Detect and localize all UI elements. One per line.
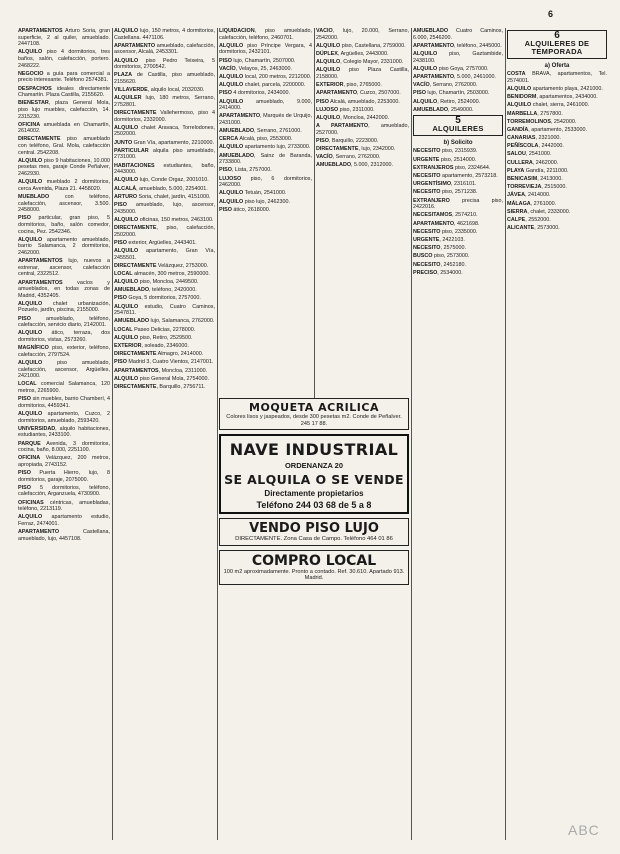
classified-ad: PISO, Lista, 2757000.: [219, 167, 272, 174]
classified-ad: DIRECTAMENTE, Barquillo, 2756711.: [114, 383, 206, 390]
classified-ad: DIRECTAMENTE Almagro, 2414000.: [114, 351, 204, 358]
column-rule: [411, 28, 412, 840]
ad-vendo-piso: [219, 518, 409, 546]
ad-title: VENDO PISO LUJO: [249, 521, 379, 536]
classified-ad: ALQUILO ático, terraza, dos dormitorios, vistas, 2573260.: [18, 330, 110, 344]
classified-ad: HABITACIONES estudiantes, baño, 2443000.: [114, 162, 215, 176]
classified-ad: ALQUILO apartamento lujo, 2733000.: [219, 144, 311, 151]
classified-ad: ALQUILO piso lujo, 2462300.: [219, 198, 291, 205]
classified-ad: BIENESTAR, plaza General Mola, piso lujo muebles, calefacción, 14. 2315230.: [18, 100, 110, 120]
classified-ad: NECESITO apartamento, 2573218.: [413, 173, 498, 180]
classified-ad: DIRECTAMENTE, lujo, 2342000.: [316, 146, 396, 153]
classified-ad: NECESITO piso, 2315939.: [413, 148, 478, 155]
classified-ad: NECESITAMOS, 2574210.: [413, 212, 478, 219]
classified-ad: ALQUILO piso amueblado, calefacción, ascensor, Argüelles, 2421000.: [18, 360, 110, 380]
classified-ad: PISO sin muebles, barrio Chamberí, 4 dormitorios, 4459341.: [18, 396, 110, 409]
classified-ad: PISO lujo, Chamartín, 2507000.: [219, 57, 296, 64]
classified-ad: ARTURO Soria, chalet, jardín, 4151000.: [114, 193, 211, 200]
ad-text: Colores lisos y jaspeados, desde 300 pesetas m2. Conde de Peñalver. 245 17 88.: [226, 414, 402, 427]
classified-ad: APARTAMENTOS vacíos y amueblados, en todas zonas de Madrid, 4352405.: [18, 279, 110, 299]
classified-ad: ALQUILO piso, Retiro, 2529500.: [114, 334, 193, 341]
classified-ad: APARTAMENTO, 4621698.: [413, 220, 480, 227]
classified-ad: ALQUILO piso Plaza Castilla, 2158000.: [316, 67, 409, 80]
section-number: 6: [554, 30, 560, 41]
classified-ad: NEGOCIO a guía para comercial a precio interesante. Teléfono 2574381.: [18, 70, 110, 84]
classified-ad: ALQUILO apartamento, Gran Vía, 2455501.: [114, 247, 215, 261]
classified-ad: PISO lujo, Chamartín, 2503000.: [413, 90, 490, 97]
section-number: 5: [455, 115, 461, 127]
classified-ad: BENIDORM, apartamentos, 2434000.: [507, 94, 598, 101]
classified-ad: ALQUILO piso Príncipe Vergara, 4 dormitorios, 2432101.: [219, 42, 312, 56]
page-number: 6: [548, 9, 554, 19]
classified-ad: PISO 5 dormitorios, teléfono, calefacción, Arganzuela, 4730900.: [18, 484, 110, 498]
classified-ad: ALQUILO piso, Gaztambide, 2438100.: [413, 50, 503, 64]
watermark: ABC: [568, 822, 600, 838]
classified-ad: DIRECTAMENTE, piso, calefacción, 2502000.: [114, 224, 215, 238]
classified-ad: LIQUIDACIÓN, piso amueblado, calefacción, teléfono, 2460701.: [219, 28, 312, 41]
column-rule: [505, 28, 506, 840]
classified-ad: ALICANTE, 2573000.: [507, 225, 560, 232]
classified-ad: LOCAL almacén, 300 metros, 2590000.: [114, 270, 210, 277]
classified-ad: NECESITO piso, 2571238.: [413, 189, 478, 196]
classified-ad: ALQUILER lujo, 180 metros, Serrano, 2752801.: [114, 95, 215, 108]
classified-ad: ALCALÁ, amueblado, 5.000, 2254001.: [114, 185, 208, 192]
classified-ad: ALQUILO chalet urbanización, Pozuelo, jardín, piscina, 2155000.: [18, 300, 110, 314]
classified-ad: PISO amueblado, teléfono, calefacción, servicio diario, 2142001.: [18, 315, 110, 329]
classified-ad: PISO 4 dormitorios, 2434000.: [219, 90, 291, 97]
classified-ad: AMUEBLADO lujo, Salamanca, 2762000.: [114, 318, 215, 325]
classified-ad: ALQUILO piso General Mola, 2754000.: [114, 375, 209, 382]
classified-ad: PLAYA Gandía, 2211000.: [507, 167, 569, 174]
classified-ad: ALQUILO estudio, Cuatro Caminos, 2547811.: [114, 303, 215, 317]
ad-text: DIRECTAMENTE. Zona Casa de Campo. Teléfono 464 01 86: [235, 536, 393, 542]
classified-ad: VACÍO, Velayos, 25, 2463000.: [219, 65, 293, 72]
ad-note: Directamente propietarios: [264, 489, 364, 498]
column-rule: [112, 28, 113, 840]
classified-ad: CANARIAS, 2321000.: [507, 135, 561, 142]
classified-ad: ALQUILO lujo, 150 metros, 4 dormitorios, Castellana. 4471106.: [114, 28, 215, 41]
ad-subtitle: ORDENANZA 20: [284, 461, 344, 470]
classified-ad: ALQUILO chalet Aravaca, Torrelodones, 2502000.: [114, 124, 215, 138]
classified-ad: AMUEBLADO Cuatro Caminos, 6.000, 2546200.: [413, 28, 503, 41]
classified-ad: PISO amueblado, lujo, ascensor, 2435000.: [114, 201, 215, 215]
classified-column-5: [413, 28, 503, 840]
classified-ad: LUJOSO piso, 6 dormitorios, 2462000.: [219, 175, 312, 189]
classified-ad: TORREMOLINOS, 2542000.: [507, 118, 577, 125]
classified-ad: PISO particular, gran piso, 5 dormitorios, baño, salón comedor, cocina, Pez. 2542346.: [18, 215, 110, 235]
classified-ad: EXTERIOR, piso, 2765000.: [316, 82, 382, 89]
classified-ad: OFICINA Velázquez, 200 metros, apropiada, 2743152.: [18, 455, 110, 468]
ad-text: 100 m2 aproximadamente. Pronto a contado. Ref. 30.610. Apartado 913. Madrid.: [223, 568, 405, 581]
classified-ad: VACÍO, Serrano, 2762000.: [316, 154, 381, 161]
classified-ad: PISO Alcalá, amueblado, 2253000.: [316, 98, 400, 105]
classified-column-4: [316, 28, 409, 398]
classified-ad: PISO exterior, Argüelles, 2443401.: [114, 239, 197, 246]
classified-ad: CULLERA, 2462000.: [507, 159, 559, 166]
classified-ad: ALQUILO apartamento playa, 2421000.: [507, 85, 603, 92]
classified-ad: A PARTAMENTO, amueblado, 2527000.: [316, 123, 409, 136]
classified-ad: PRECISO, 2534000.: [413, 269, 463, 276]
classified-ad: COSTA BRAVA, apartamentos, Tel. 2574001.: [507, 71, 607, 84]
classified-ad: MARBELLA, 2757800.: [507, 110, 563, 117]
classified-ad: ALQUILO piso 9 habitaciones, 10.000 pesetas mes, garaje Conde Peñalver, 2462930.: [18, 157, 110, 178]
classified-ad: JUNTO Gran Vía, apartamento, 2210000.: [114, 139, 214, 146]
classified-ad: VILLAVERDE, alquilo local, 2032030.: [114, 87, 205, 94]
classified-ad: AMUEBLADO, Serrano, 2761000.: [219, 128, 302, 135]
classified-ad: URGENTE piso, 2514000.: [413, 156, 477, 163]
classified-ad: EXTRANJERO precisa piso, 2422016.: [413, 197, 503, 211]
classified-column-1: [18, 28, 110, 840]
classified-ad: SALOU, 2541000.: [507, 151, 552, 158]
classified-ad: APARTAMENTOS Arturo Soria, gran superficie, 2 al quiler, amueblado. 2447108.: [18, 28, 110, 48]
classified-ad: AMUEBLADO, teléfono, 2420000.: [114, 287, 197, 294]
classified-ad: AMUEBLADO, 5.000, 2312000.: [316, 162, 394, 169]
classified-ad: ALQUILO local, 200 metros, 2212000.: [219, 73, 312, 80]
classified-ad: ALQUILO piso Pedro Teixeira, 5 dormitorios, 2700542.: [114, 57, 215, 71]
classified-ad: ALQUILO Tetuán, 2541000.: [219, 190, 287, 197]
section-title: ALQUILERES DE TEMPORADA: [524, 38, 590, 56]
classified-ad: LUJOSO piso, 2311000.: [316, 106, 375, 113]
ad-headline: SE ALQUILA O SE VENDE: [224, 472, 404, 487]
classified-column-6: [507, 28, 607, 840]
classified-ad: PISO Madrid 3, Cuatro Vientos, 2147001.: [114, 359, 214, 366]
classified-ad: MÁLAGA, 2761000.: [507, 200, 557, 207]
classified-ad: UNIVERSIDAD, alquilo habitaciones, estudiantes, 2433100.: [18, 425, 110, 439]
classified-ad: ALQUILO apartamento amueblado, barrio Salamanca, 2 dormitorios, 2462000.: [18, 236, 110, 256]
classified-ad: BENICASIM, 2413000.: [507, 176, 563, 183]
classified-ad: APARTAMENTO, teléfono, 2445000.: [413, 42, 502, 49]
classified-ad: NECESITO, 2452180.: [413, 261, 466, 268]
classified-ad: URGENTE, 2422103.: [413, 236, 465, 243]
section-title: ALQUILERES: [432, 123, 484, 133]
classified-ad: PISO Goya, 5 dormitorios, 2757000.: [114, 295, 201, 302]
section-subtitle: b) Solicito: [443, 139, 473, 146]
classified-ad: PARTICULAR alquila piso amueblado, 2731000.: [114, 147, 215, 161]
classified-ad: NECESITO piso, 2335000.: [413, 228, 478, 235]
ad-title: MOQUETA ACRILICA: [249, 401, 379, 414]
section-subtitle: a) Oferta: [544, 62, 570, 69]
column-rule: [217, 28, 218, 840]
classified-ad: MAGNÍFICO piso, exterior, teléfono, calefacción, 2797524.: [18, 345, 110, 358]
classified-ad: CALPE, 2552000.: [507, 216, 551, 223]
classified-ad: APARTAMENTO, Marqués de Urquijo, 2431000.: [219, 113, 312, 126]
classified-ad: PISO, Barquillo, 2223000.: [316, 137, 379, 144]
classified-ad: DIRECTAMENTE Velázquez, 2753000.: [114, 262, 209, 269]
classified-ad: OFICINA amueblada en Chamartín, 2614002.: [18, 121, 110, 135]
classified-column-3: [219, 28, 312, 398]
classified-ad: BUSCO piso, 2573000.: [413, 253, 470, 260]
classified-ad: DÚPLEX, Argüelles, 2443000.: [316, 50, 389, 57]
column-rule: [314, 28, 315, 398]
classified-ad: ALQUILO amueblado, 9.000, 2414000.: [219, 98, 312, 112]
classified-ad: ALQUILO oficinas, 150 metros, 2463100.: [114, 216, 214, 223]
ad-phone: Teléfono 244 03 68 de 5 a 8: [256, 500, 372, 510]
section-header-alquileres: [413, 115, 503, 136]
classified-ad: ALQUILO, Colegio Mayor, 2331000.: [316, 59, 404, 66]
ad-title: NAVE INDUSTRIAL: [229, 440, 399, 459]
classified-ad: APARTAMENTO Castellana, amueblado, lujo, 4457108.: [18, 529, 110, 542]
classified-ad: PLAZA de Castilla, piso amueblado, 2155620.: [114, 72, 215, 85]
classified-ad: ALQUILO piso Goya, 2757000.: [413, 65, 489, 72]
classified-ad: NECESITO, 2575000.: [413, 245, 466, 252]
classified-ad: TORREVIEJA, 2515000.: [507, 184, 567, 191]
classified-ad: DIRECTAMENTE piso amueblado con teléfono, Gral. Mola, calefacción central. 2542208.: [18, 136, 110, 156]
ad-nave-industrial: [219, 434, 409, 514]
classified-ad: APARTAMENTO, Cuzco, 2507000.: [316, 90, 401, 97]
classified-ad: ALQUILO, Moncloa, 2442000.: [316, 114, 390, 121]
classified-ad: AMUEBLADO, 2549000.: [413, 106, 474, 113]
classified-ad: ALQUILO apartamento, Cuzco, 2 dormitorios, amueblado, 2593420.: [18, 410, 110, 424]
classified-ad: ALQUILO piso, Castellana, 2759000.: [316, 42, 406, 49]
classified-ad: PISO ático, 2618000.: [219, 206, 271, 213]
classified-ad: ALQUILO chalet, parcela, 2200000.: [219, 82, 306, 89]
classified-ad: VACÍO, Serrano, 2762000.: [413, 82, 478, 89]
classified-ad: APARTAMENTO, 5.000, 2461000.: [413, 73, 496, 80]
ad-title: COMPRO LOCAL: [251, 552, 377, 569]
classified-ad: DIRECTAMENTE Vallehermoso, piso 4 dormitorios, 2332000.: [114, 110, 215, 123]
classified-ad: JÁVEA, 2414000.: [507, 192, 551, 199]
section-header-temporada: [507, 30, 607, 59]
classified-ad: PARQUE Avenida, 3 dormitorios, cocina, baño, 8.000, 2251100.: [18, 440, 110, 454]
classified-ad: APARTAMENTO amueblado, calefacción, ascensor, Alcalá, 2453301.: [114, 42, 215, 56]
classified-ad: SIERRA, chalet, 2333000.: [507, 208, 571, 215]
classified-ad: ALQUILO, Retiro, 2524000.: [413, 98, 481, 105]
classified-ad: ALQUILO chalet, sierra, 2461000.: [507, 102, 590, 109]
classified-ad: GANDÍA, apartamento, 2533000.: [507, 126, 588, 133]
classified-ad: EXTRANJEROS piso, 2324644.: [413, 164, 491, 171]
classified-column-2: [114, 28, 215, 840]
classified-ad: PISO Puerta Hierro, lujo, 8 dormitorios, garaje, 2075000.: [18, 470, 110, 483]
classified-ad: APARTAMENTOS lujo, nuevos a estrenar, ascensor, calefacción central, 2322512.: [18, 258, 110, 278]
classified-ad: PEÑÍSCOLA, 2442000.: [507, 143, 564, 150]
classified-ad: LOCAL Paseo Delicias, 2278000.: [114, 326, 196, 333]
classified-ad: ALQUILO lujo, Conde Orgaz, 2001010.: [114, 177, 209, 184]
classified-ad: MUEBLADO con teléfono, calefacción, ascensor, 3.500. 2458000.: [18, 194, 110, 214]
classified-ad: ALQUILO mueblado 2 dormitorios, cerca Avenida, Plaza 21. 4458020.: [18, 179, 110, 192]
classified-ad: ALQUILO apartamento estudio, Ferraz, 2474001.: [18, 514, 110, 527]
display-ads: [219, 398, 409, 589]
classified-ad: LOCAL comercial Salamanca, 120 metros, 2265900.: [18, 381, 110, 394]
classified-ad: ALQUILO piso, Moncloa, 2449500.: [114, 279, 199, 286]
classified-ad: EXTERIOR, soleado, 2346000.: [114, 342, 189, 349]
ad-compro-local: [219, 550, 409, 585]
classified-ad: VACÍO, lujo, 20.000, Serrano, 2542000.: [316, 28, 409, 41]
classified-ad: DESPACHOS ideales directamente Chamartín. Plaza Castilla, 2155620.: [18, 85, 110, 99]
classified-ad: CERCA Alcalá, piso, 2553000.: [219, 136, 293, 143]
classified-ad: APARTAMENTOS, Moncloa, 2311000.: [114, 367, 208, 374]
ad-moqueta: [219, 398, 409, 430]
classified-ad: OFICINAS céntricas, amuebladas, teléfono, 2213119.: [18, 499, 110, 513]
classified-ad: AMUEBLADO, Sainz de Baranda, 2733800.: [219, 152, 312, 166]
classified-ad: ALQUILO piso 4 dormitorios, tres baños, salón, calefacción, portero. 2468222.: [18, 49, 110, 69]
classified-ad: URGENTÍSIMO, 2316101.: [413, 181, 477, 188]
